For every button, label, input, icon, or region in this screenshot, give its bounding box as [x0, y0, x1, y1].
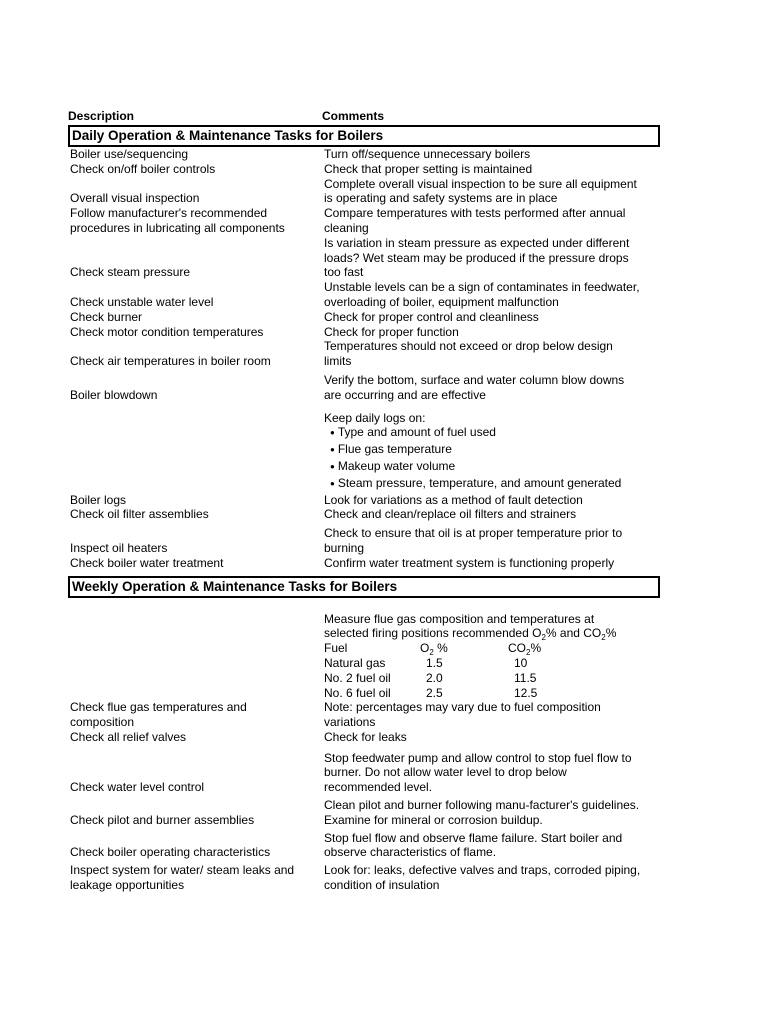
- column-headers: [68, 108, 660, 124]
- task-row: [68, 730, 660, 745]
- task-row: [68, 325, 660, 340]
- log-bullet: ● Steam pressure, temperature, and amount generated: [324, 476, 660, 493]
- task-description: Check boiler water treatment: [70, 555, 224, 570]
- task-description: Check all relief valves: [70, 729, 187, 744]
- task-description: Check oil filter assemblies: [70, 507, 209, 522]
- task-comment: Check to ensure that oil is at proper temperature prior to burning: [324, 526, 623, 555]
- task-row: [68, 310, 660, 325]
- task-comment: Complete overall visual inspection to be sure all equipment is operating and safety systems are in place: [324, 176, 637, 206]
- task-description: Boiler blowdown: [70, 387, 158, 402]
- fuel-row: [324, 656, 660, 671]
- task-description: Overall visual inspection: [70, 191, 200, 206]
- daily-task-list-2: [68, 493, 660, 571]
- daily-section-title: Daily Operation & Maintenance Tasks for Boilers: [68, 125, 660, 147]
- fuel-row: [324, 671, 660, 686]
- task-comment: Is variation in steam pressure as expected under different loads? Wet steam may be produced if the pressure drops too fast: [324, 235, 630, 280]
- fuel-name: No. 6 fuel oil: [324, 685, 391, 700]
- fuel-o2: 2.5: [426, 685, 443, 700]
- task-row: [68, 280, 660, 310]
- task-row: [68, 411, 660, 493]
- fuel-co2: 12.5: [514, 685, 538, 700]
- task-description: Boiler use/sequencing: [70, 147, 189, 161]
- logs-intro: Keep daily logs on:: [324, 410, 426, 425]
- task-row: [68, 556, 660, 571]
- task-comment: Temperatures should not exceed or drop below design limits: [324, 339, 613, 369]
- fuel-co2: 10: [514, 655, 528, 670]
- flue-gas-comments: Measure flue gas composition and temperatures at selected firing positions recommended $O_2\%$ and $CO_2\%$ Fuel $O_2$ % $CO_2\%$ Natural gas 1.5 10 No. 2 fuel oil 2.0 11.5 No. 6 fuel oil 2.5 12.5 Note: percentages may vary due to fuel composition variations: [324, 612, 660, 730]
- task-row: [68, 493, 660, 508]
- log-bullet: ● Flue gas temperature: [324, 442, 660, 459]
- task-row: [68, 162, 660, 177]
- task-row: [68, 236, 660, 280]
- task-comment: Look for: leaks, defective valves and traps, corroded piping, condition of insulation: [324, 863, 641, 893]
- log-bullet: ● Makeup water volume: [324, 459, 660, 476]
- fuel-row: [324, 686, 660, 701]
- task-row: [68, 751, 660, 795]
- task-description: Check unstable water level: [70, 294, 214, 309]
- fuel-o2: 2.0: [426, 670, 443, 685]
- task-comment: Check for leaks: [324, 729, 407, 744]
- task-comment: Unstable levels can be a sign of contaminates in feedwater, overloading of boiler, equipment malfunction: [324, 280, 640, 309]
- o2-col-header: $O_2$ %: [420, 641, 448, 658]
- task-description: Check pilot and burner assemblies: [70, 812, 255, 827]
- task-row: [68, 147, 660, 162]
- task-comment: Clean pilot and burner following manu-facturer's guidelines. Examine for mineral or corrosion buildup.: [324, 798, 640, 827]
- task-comment: Compare temperatures with tests performed after annual cleaning: [324, 206, 626, 235]
- task-row: [68, 526, 660, 556]
- task-description: Check steam pressure: [70, 265, 191, 280]
- task-comment: Confirm water treatment system is functioning properly: [324, 555, 615, 570]
- task-row: [68, 339, 660, 369]
- task-comment: Stop feedwater pump and allow control to stop fuel flow to burner. Do not allow water level to drop below recommended level.: [324, 750, 632, 795]
- fuel-table-rows: [324, 656, 660, 700]
- task-description: Check on/off boiler controls: [70, 161, 216, 176]
- task-description: Check burner: [70, 309, 143, 324]
- task-comment: Check and clean/replace oil filters and strainers: [324, 507, 577, 522]
- task-comment: Check for proper control and cleanliness: [324, 309, 539, 324]
- fuel-o2: 1.5: [426, 655, 443, 670]
- task-comment: Check for proper function: [324, 324, 459, 339]
- weekly-section-title: Weekly Operation & Maintenance Tasks for Boilers: [68, 576, 660, 598]
- task-comment: Look for variations as a method of fault detection: [324, 492, 583, 507]
- task-row: [68, 373, 660, 403]
- task-comment: Stop fuel flow and observe flame failure. Start boiler and observe characteristics of flame.: [324, 830, 623, 860]
- task-description: Boiler logs: [70, 492, 127, 507]
- fuel-name: No. 2 fuel oil: [324, 670, 391, 685]
- task-description: Check air temperatures in boiler room: [70, 354, 271, 369]
- weekly-task-list: [68, 730, 660, 893]
- co2-col-header: $CO_2\%$: [508, 641, 542, 658]
- task-row: [68, 177, 660, 207]
- description-header: Description: [68, 109, 135, 123]
- log-bullet: ● Type and amount of fuel used: [324, 425, 660, 442]
- task-description: Inspect system for water/ steam leaks and leakage opportunities: [70, 863, 295, 893]
- task-comment: Check that proper setting is maintained: [324, 161, 533, 176]
- task-comment: Verify the bottom, surface and water column blow downs are occurring and are effective: [324, 372, 625, 402]
- comments-header: Comments: [322, 109, 385, 123]
- task-description: Check boiler operating characteristics: [70, 845, 271, 860]
- fuel-co2: 11.5: [514, 670, 537, 685]
- fuel-name: Natural gas: [324, 655, 386, 670]
- fuel-table: [324, 641, 660, 656]
- maintenance-document: [68, 108, 660, 893]
- task-row: [68, 206, 660, 236]
- task-row: [68, 798, 660, 828]
- flue-gas-description: Check flue gas temperatures and composition: [70, 700, 247, 730]
- daily-task-list: [68, 147, 660, 403]
- task-description: Check water level control: [70, 780, 205, 795]
- task-row: [68, 507, 660, 522]
- task-row: [68, 863, 660, 893]
- task-description: Check motor condition temperatures: [70, 324, 264, 339]
- task-row-flue-gas: [68, 612, 660, 730]
- task-comment: Turn off/sequence unnecessary boilers: [324, 147, 531, 161]
- task-description: Inspect oil heaters: [70, 540, 168, 555]
- fuel-col-header: Fuel: [324, 641, 348, 656]
- task-description: Follow manufacturer's recommended procedures in lubricating all components: [70, 206, 285, 235]
- task-row: [68, 831, 660, 861]
